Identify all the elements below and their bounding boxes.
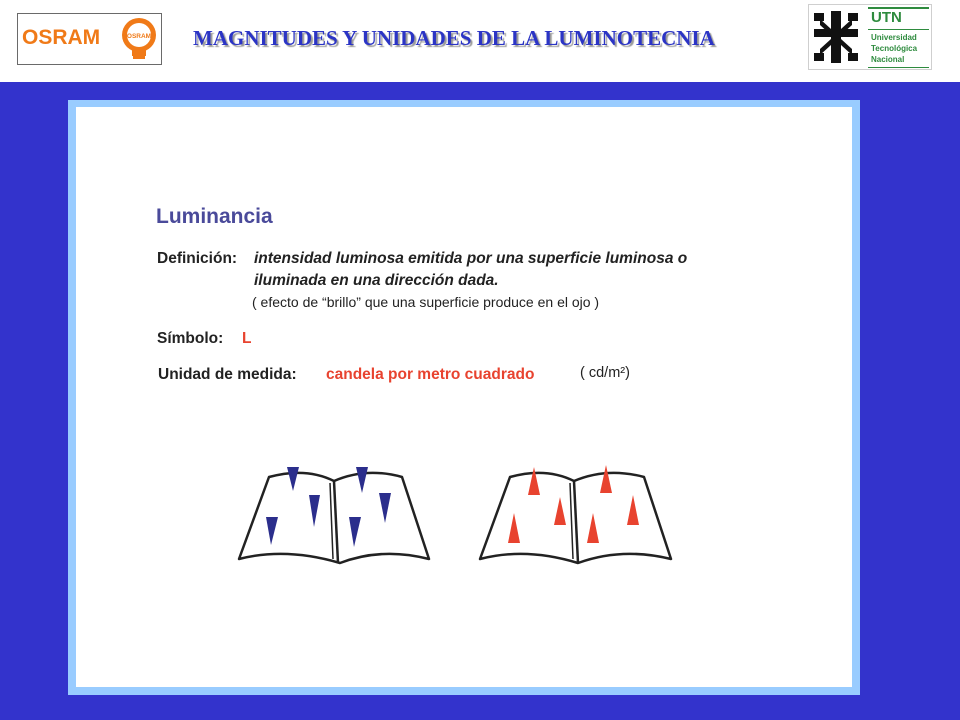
utn-separator — [868, 29, 929, 30]
open-book-dark-arrows — [239, 467, 429, 563]
definition-label: Definición: — [157, 250, 238, 267]
utn-abbreviation: UTN — [871, 9, 902, 26]
definition-note: ( efecto de “brillo” que una superficie produce en el ojo ) — [252, 294, 600, 310]
slide-heading: Luminancia — [156, 205, 273, 228]
symbol-value: L — [242, 330, 252, 347]
utn-name-line: Universidad — [871, 33, 917, 42]
utn-emblem-icon — [812, 9, 860, 65]
unit-value: candela por metro cuadrado — [326, 366, 535, 383]
book-illustrations — [76, 107, 852, 687]
osram-bulb-label: OSRAM — [126, 33, 152, 40]
utn-name-line: Tecnológica — [871, 44, 918, 53]
header — [0, 0, 960, 82]
utn-bottom-rule — [868, 67, 929, 68]
osram-logo — [17, 13, 162, 65]
symbol-label: Símbolo: — [157, 330, 224, 347]
page-title: MAGNITUDES Y UNIDADES DE LA LUMINOTECNIA — [193, 26, 715, 50]
osram-bulb-icon — [119, 17, 159, 61]
definition-text-line-1: intensidad luminosa emitida por una superficie luminosa o — [254, 250, 688, 267]
unit-abbreviation: ( cd/m²) — [580, 365, 630, 381]
unit-label: Unidad de medida: — [158, 366, 297, 383]
utn-full-name — [871, 32, 917, 65]
open-book-red-arrows — [480, 465, 671, 563]
slide-content — [76, 107, 852, 687]
utn-logo — [808, 4, 932, 70]
definition-text-line-2: iluminada en una dirección dada. — [254, 272, 499, 289]
osram-logo-text: OSRAM — [22, 26, 101, 49]
utn-name-line: Nacional — [871, 55, 905, 64]
